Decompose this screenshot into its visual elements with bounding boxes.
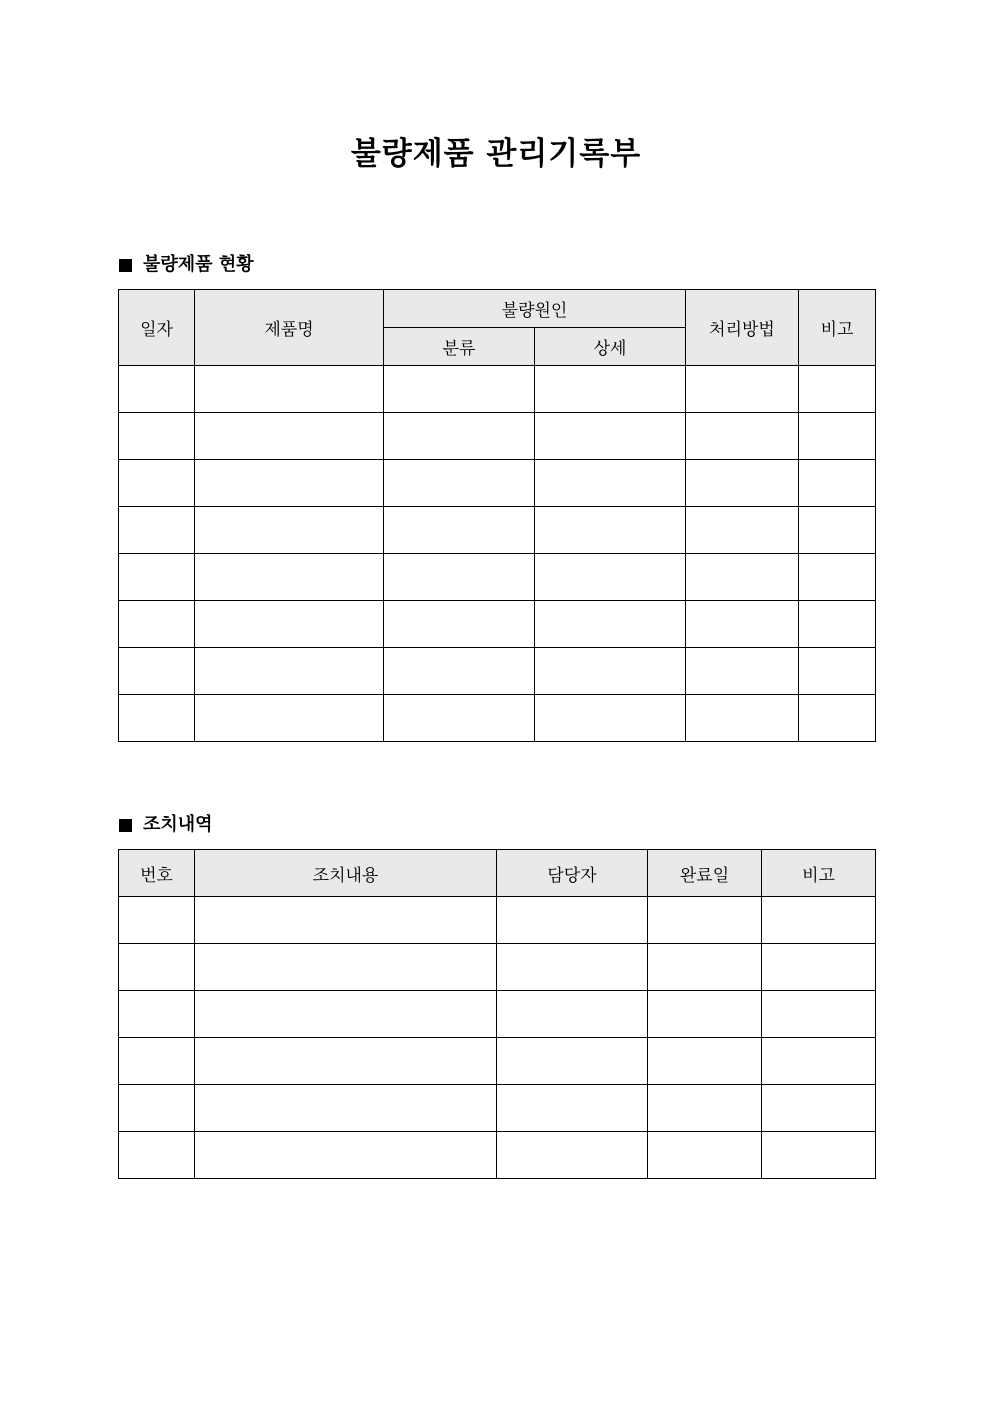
table-cell[interactable] xyxy=(384,460,535,507)
table-cell[interactable] xyxy=(799,507,876,554)
table-cell[interactable] xyxy=(762,991,876,1038)
table-cell[interactable] xyxy=(119,991,195,1038)
table-cell[interactable] xyxy=(195,695,384,742)
table-cell[interactable] xyxy=(535,554,686,601)
defect-status-table xyxy=(118,289,876,742)
table-cell[interactable] xyxy=(799,648,876,695)
table-cell[interactable] xyxy=(686,460,799,507)
table-cell[interactable] xyxy=(384,601,535,648)
table-cell[interactable] xyxy=(762,1085,876,1132)
table-cell[interactable] xyxy=(497,944,648,991)
table-row xyxy=(119,413,876,460)
square-bullet-icon xyxy=(119,819,132,832)
header-person-in-charge: 담당자 xyxy=(497,850,648,897)
section-heading-defect-status xyxy=(119,252,254,278)
table-cell[interactable] xyxy=(195,648,384,695)
header-handling-method: 처리방법 xyxy=(686,290,799,366)
table-row xyxy=(119,601,876,648)
table-header-row xyxy=(119,850,876,897)
table-cell[interactable] xyxy=(799,460,876,507)
header-defect-cause: 불량원인 xyxy=(384,290,686,328)
action-history-table xyxy=(118,849,876,1179)
table-cell[interactable] xyxy=(119,1038,195,1085)
table-cell[interactable] xyxy=(195,991,497,1038)
table-cell[interactable] xyxy=(119,413,195,460)
table-cell[interactable] xyxy=(195,507,384,554)
table-row xyxy=(119,507,876,554)
table-cell[interactable] xyxy=(119,366,195,413)
table-row xyxy=(119,897,876,944)
document-title: 불량제품 관리기록부 xyxy=(350,136,642,172)
table-cell[interactable] xyxy=(686,554,799,601)
table-cell[interactable] xyxy=(384,554,535,601)
table-cell[interactable] xyxy=(384,413,535,460)
table-cell[interactable] xyxy=(119,695,195,742)
table-cell[interactable] xyxy=(384,366,535,413)
table-cell[interactable] xyxy=(799,601,876,648)
table-cell[interactable] xyxy=(119,554,195,601)
table-cell[interactable] xyxy=(799,413,876,460)
table-cell[interactable] xyxy=(686,366,799,413)
table-cell[interactable] xyxy=(497,897,648,944)
header-remarks: 비고 xyxy=(762,850,876,897)
table-cell[interactable] xyxy=(648,1038,762,1085)
table-cell[interactable] xyxy=(535,413,686,460)
table-cell[interactable] xyxy=(384,648,535,695)
table-cell[interactable] xyxy=(119,897,195,944)
table-row xyxy=(119,1038,876,1085)
table-cell[interactable] xyxy=(686,413,799,460)
table-row xyxy=(119,1132,876,1179)
table-cell[interactable] xyxy=(799,366,876,413)
header-number: 번호 xyxy=(119,850,195,897)
table-cell[interactable] xyxy=(195,1132,497,1179)
table-row xyxy=(119,695,876,742)
table-cell[interactable] xyxy=(119,1132,195,1179)
table-cell[interactable] xyxy=(762,1132,876,1179)
header-classification: 분류 xyxy=(384,328,535,366)
header-action-content: 조치내용 xyxy=(195,850,497,897)
table-cell[interactable] xyxy=(535,601,686,648)
table-row xyxy=(119,1085,876,1132)
table-cell[interactable] xyxy=(119,648,195,695)
table-cell[interactable] xyxy=(119,944,195,991)
table-cell[interactable] xyxy=(497,1038,648,1085)
square-bullet-icon xyxy=(119,259,132,272)
table-cell[interactable] xyxy=(648,1132,762,1179)
table-cell[interactable] xyxy=(195,413,384,460)
table-row xyxy=(119,648,876,695)
table-cell[interactable] xyxy=(762,897,876,944)
header-product-name: 제품명 xyxy=(195,290,384,366)
table-cell[interactable] xyxy=(119,601,195,648)
table-cell[interactable] xyxy=(799,695,876,742)
table-cell[interactable] xyxy=(384,695,535,742)
table-cell[interactable] xyxy=(195,944,497,991)
table-cell[interactable] xyxy=(195,1085,497,1132)
table-cell[interactable] xyxy=(535,695,686,742)
table-cell[interactable] xyxy=(119,1085,195,1132)
table-cell[interactable] xyxy=(195,897,497,944)
table-cell[interactable] xyxy=(686,601,799,648)
table-cell[interactable] xyxy=(648,1085,762,1132)
table-cell[interactable] xyxy=(497,1132,648,1179)
section-heading-label: 조치내역 xyxy=(143,814,213,835)
table-cell[interactable] xyxy=(119,460,195,507)
table-cell[interactable] xyxy=(648,991,762,1038)
table-cell[interactable] xyxy=(535,507,686,554)
table-cell[interactable] xyxy=(686,507,799,554)
table-cell[interactable] xyxy=(535,366,686,413)
table-cell[interactable] xyxy=(762,1038,876,1085)
table-cell[interactable] xyxy=(195,366,384,413)
section-heading-action-history xyxy=(119,812,213,838)
table-cell[interactable] xyxy=(535,648,686,695)
table-cell[interactable] xyxy=(195,554,384,601)
table-row xyxy=(119,554,876,601)
table-row xyxy=(119,944,876,991)
table-cell[interactable] xyxy=(648,944,762,991)
table-cell[interactable] xyxy=(686,648,799,695)
table-cell[interactable] xyxy=(762,944,876,991)
table-cell[interactable] xyxy=(384,507,535,554)
header-detail: 상세 xyxy=(535,328,686,366)
table-cell[interactable] xyxy=(648,897,762,944)
table-row xyxy=(119,991,876,1038)
table-row xyxy=(119,366,876,413)
table-cell[interactable] xyxy=(497,1085,648,1132)
table-cell[interactable] xyxy=(119,507,195,554)
table-cell[interactable] xyxy=(497,991,648,1038)
table-cell[interactable] xyxy=(686,695,799,742)
header-completion-date: 완료일 xyxy=(648,850,762,897)
table-cell[interactable] xyxy=(535,460,686,507)
table-header-row xyxy=(119,290,876,328)
table-row xyxy=(119,460,876,507)
table-cell[interactable] xyxy=(799,554,876,601)
header-remarks: 비고 xyxy=(799,290,876,366)
table-cell[interactable] xyxy=(195,601,384,648)
header-date: 일자 xyxy=(119,290,195,366)
section-heading-label: 불량제품 현황 xyxy=(143,254,254,275)
table-cell[interactable] xyxy=(195,1038,497,1085)
table-cell[interactable] xyxy=(195,460,384,507)
